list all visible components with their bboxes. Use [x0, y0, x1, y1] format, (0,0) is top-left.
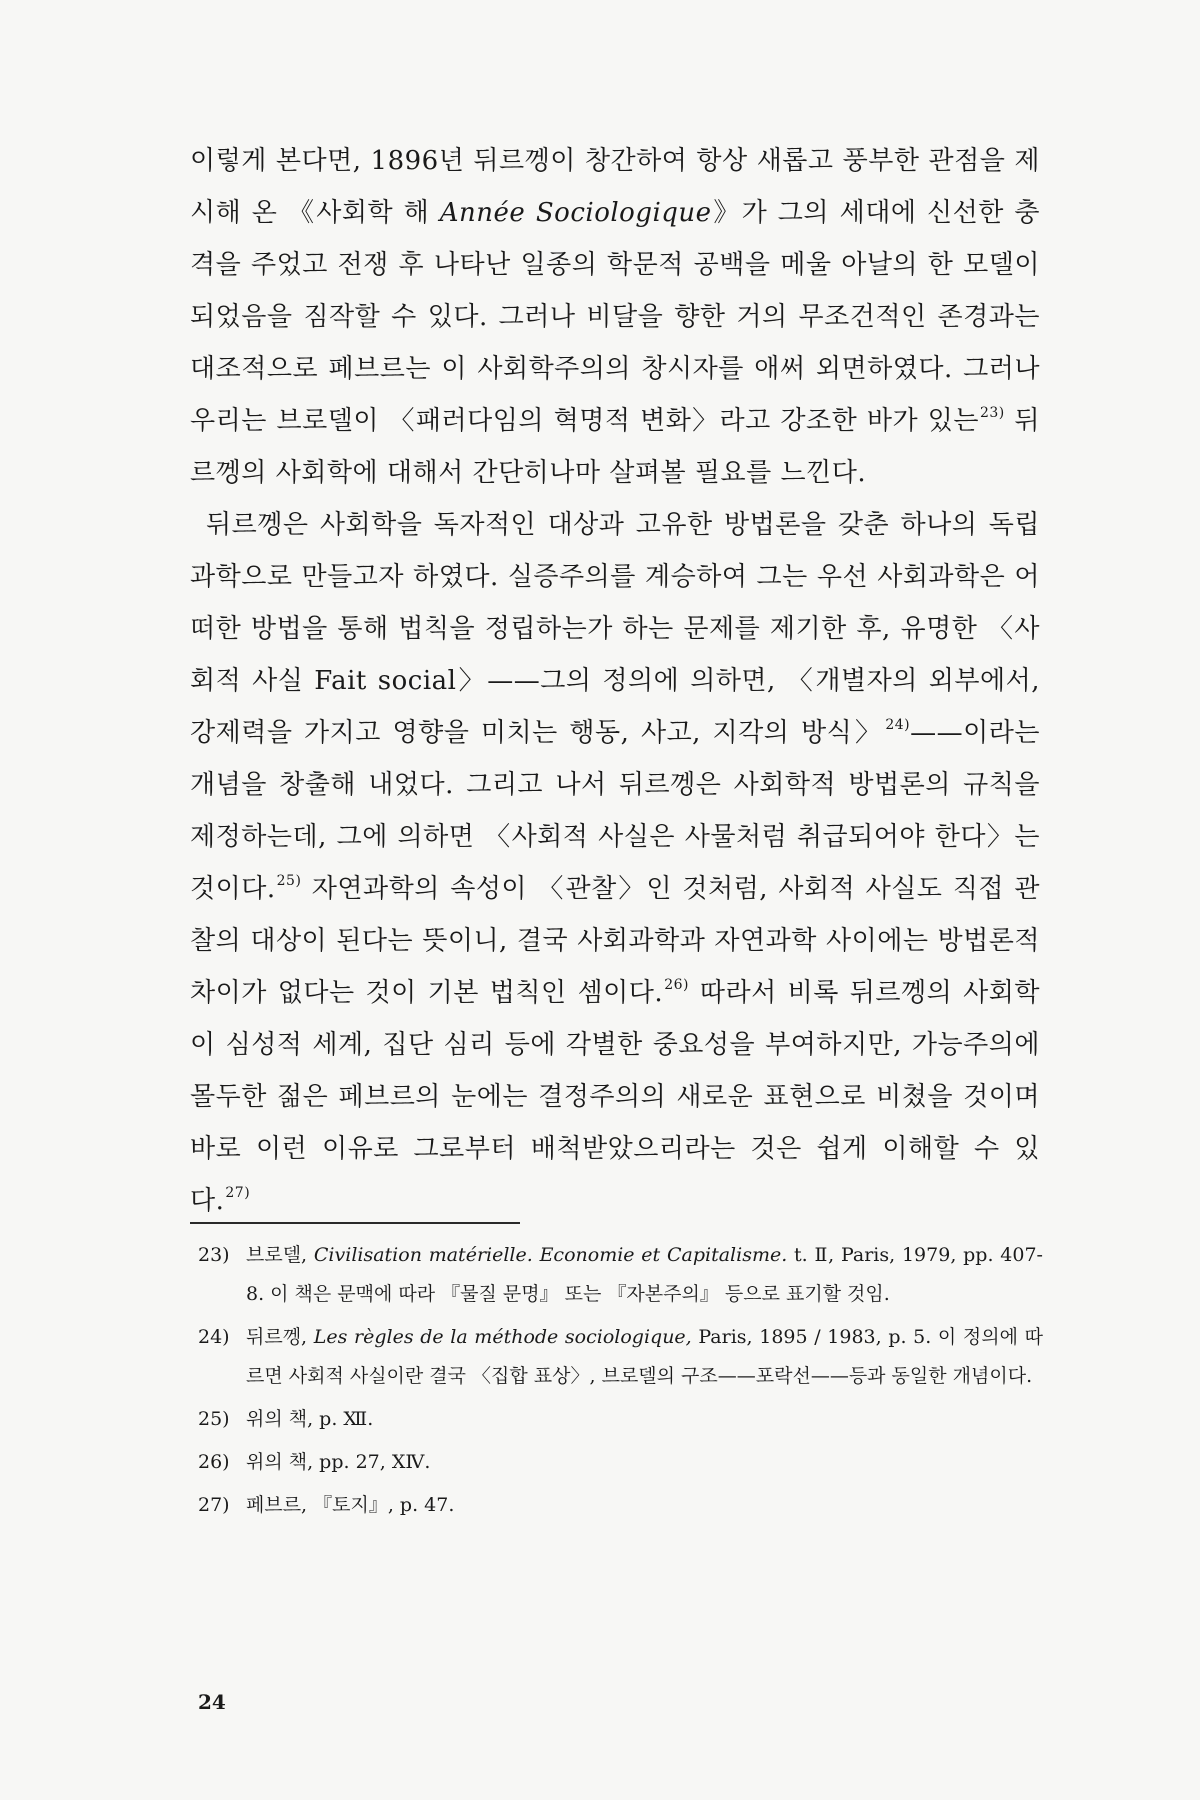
footnote-reference: 27): [225, 1185, 251, 1201]
footnote-text: [246, 1400, 1043, 1439]
italic-title: Civilisation matérielle. Economie et Capitalisme.: [313, 1244, 788, 1266]
italic-title: Les règles de la méthode sociologique,: [313, 1326, 692, 1348]
footnote-text: [246, 1236, 1043, 1314]
footnote-number: 26): [198, 1451, 230, 1473]
text-run: 위의 책, pp. 27, ⅩⅣ.: [246, 1451, 431, 1473]
footnote-number: 24): [198, 1326, 230, 1348]
text-run: 》가 그의 세대에 신선한 충격을 주었고 전쟁 후 나타난 일종의 학문적 공백을 메울 아날의 한 모델이 되었음을 짐작할 수 있다. 그러나 비달을 향한 거의 무조건적인 존경과는 대조적으로 페브르는 이 사회학주의의 창시자를 애써 외면하였다. 그러나 우리는 브로델이 〈패러다임의 혁명적 변화〉라고 강조한 바가 있는: [190, 198, 1040, 436]
footnote-text: [246, 1486, 1043, 1525]
text-run: ——이라는 개념을 창출해 내었다. 그리고 나서 뒤르껭은 사회학적 방법론의 규칙을 제정하는데, 그에 의하면 〈사회적 사실은 사물처럼 취급되어야 한다〉는 것이다.: [190, 718, 1040, 904]
footnote: [198, 1400, 1043, 1439]
text-run: 위의 책, p. Ⅻ.: [246, 1408, 374, 1430]
text-run: 페브르, 『토지』, p. 47.: [246, 1494, 455, 1516]
footnote-reference: 26): [664, 977, 689, 993]
italic-title: Année Sociologique: [439, 198, 712, 228]
footnote: [198, 1486, 1043, 1525]
text-run: 뒤르껭,: [246, 1326, 314, 1348]
text-run: Paris, 1895 / 1983, p. 5. 이 정의에 따르면 사회적 사실이란 결국 〈집합 표상〉, 브로델의 구조——포락선——등과 동일한 개념이다.: [246, 1326, 1043, 1387]
footnotes: [198, 1236, 1043, 1529]
text-run: 브로델,: [246, 1244, 314, 1266]
text-run: 뒤르껭의 사회학에 대해서 간단히나마 살펴볼 필요를 느낀다.: [190, 406, 1040, 488]
footnote-text: [246, 1443, 1043, 1482]
footnote-reference: 23): [979, 405, 1005, 421]
text-run: t. Ⅱ, Paris, 1979, pp. 407-8. 이 책은 문맥에 따라 『물질 문명』 또는 『자본주의』 등으로 표기할 것임.: [246, 1244, 1043, 1305]
text-run: 따라서 비록 뒤르껭의 사회학이 심성적 세계, 집단 심리 등에 각별한 중요성을 부여하지만, 가능주의에 몰두한 젊은 페브르의 눈에는 결정주의의 새로운 표현으로 비쳤을 것이며 바로 이런 이유로 그로부터 배척받았으리라는 것은 쉽게 이해할 수 있다.: [190, 978, 1041, 1216]
footnote-number: 23): [198, 1244, 230, 1266]
footnote-number: 25): [198, 1408, 230, 1430]
footnote: [198, 1236, 1043, 1314]
paragraph: [190, 135, 1040, 499]
footnote-reference: 24): [885, 717, 911, 733]
footnote: [198, 1443, 1043, 1482]
main-text: [190, 135, 1040, 1227]
page-number: 24: [198, 1690, 226, 1714]
text-run: 이렇게 본다면, 1896년 뒤르껭이 창간하여 항상 새롭고 풍부한 관점을 제시해 온 《사회학 해: [190, 146, 1040, 228]
text-run: 자연과학의 속성이 〈관찰〉인 것처럼, 사회적 사실도 직접 관찰의 대상이 된다는 뜻이니, 결국 사회과학과 자연과학 사이에는 방법론적 차이가 없다는 것이 기본 법칙인 셈이다.: [190, 874, 1040, 1008]
footnote-number: 27): [198, 1494, 230, 1516]
footnote-reference: 25): [276, 873, 302, 889]
footnote-separator: [190, 1222, 520, 1224]
footnote-text: [246, 1318, 1043, 1396]
paragraph: [190, 499, 1040, 1227]
text-run: 뒤르껭은 사회학을 독자적인 대상과 고유한 방법론을 갖춘 하나의 독립 과학으로 만들고자 하였다. 실증주의를 계승하여 그는 우선 사회과학은 어떠한 방법을 통해 법칙을 정립하는가 하는 문제를 제기한 후, 유명한 〈사회적 사실 Fait social〉——그의 정의에 의하면, 〈개별자의 외부에서, 강제력을 가지고 영향을 미치는 행동, 사고, 지각의 방식〉: [190, 510, 1040, 748]
footnote: [198, 1318, 1043, 1396]
